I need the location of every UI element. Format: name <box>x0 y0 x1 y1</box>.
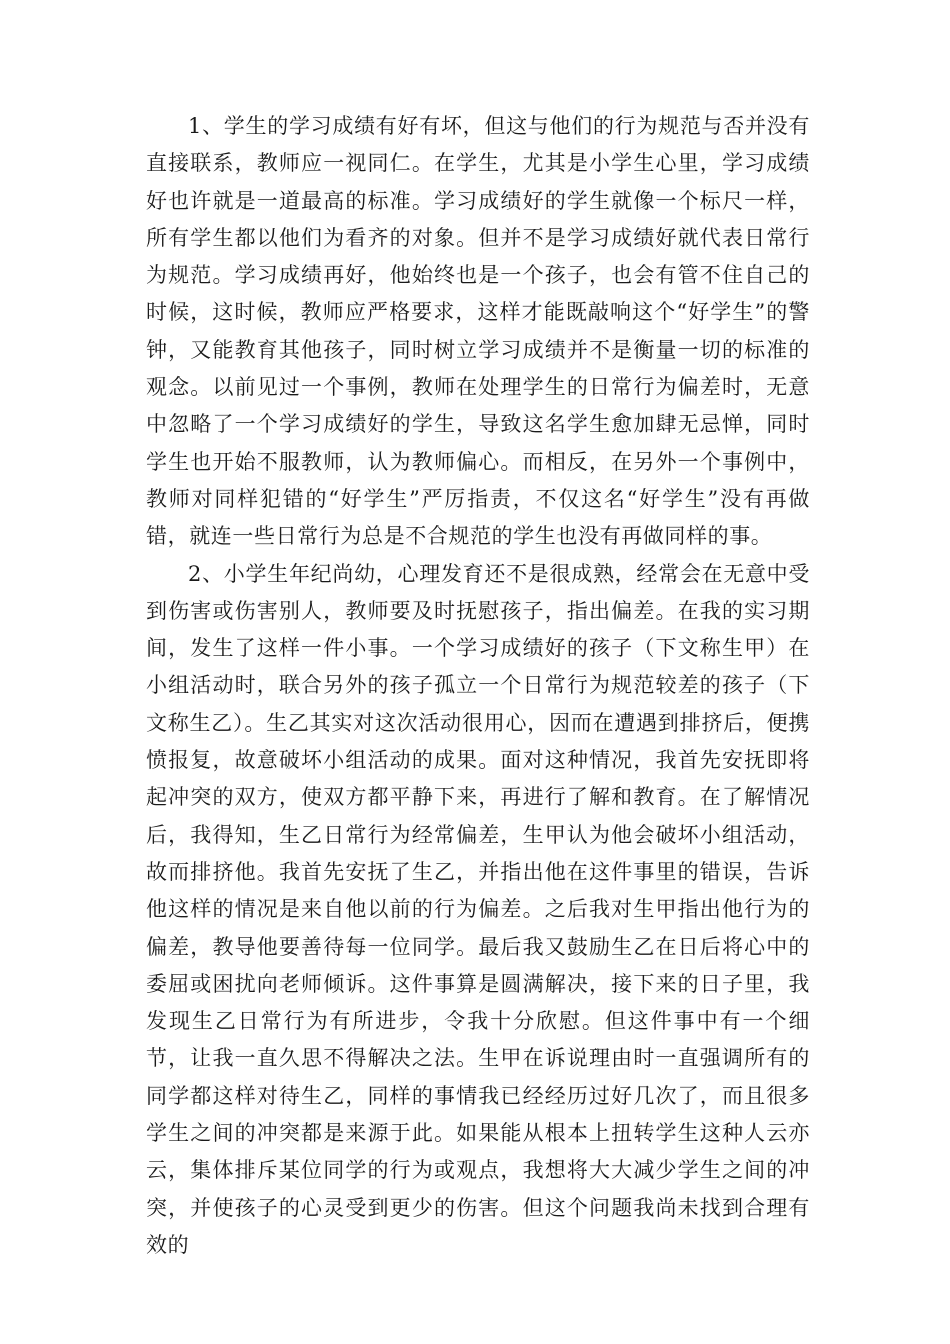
paragraph-2: 2、小学生年纪尚幼，心理发育还不是很成熟，经常会在无意中受到伤害或伤害别人，教师要及时抚慰孩子，指出偏差。在我的实习期间，发生了这样一件小事。一个学习成绩好的孩子（下文称生甲）在小组活动时，联合另外的孩子孤立一个日常行为规范较差的孩子（下文称生乙）。生乙其实对这次活动很用心，因而在遭遇到排挤后，便携愤报复，故意破坏小组活动的成果。面对这种情况，我首先安抚即将起冲突的双方，使双方都平静下来，再进行了解和教育。在了解情况后，我得知，生乙日常行为经常偏差，生甲认为他会破坏小组活动，故而排挤他。我首先安抚了生乙，并指出他在这件事里的错误，告诉他这样的情况是来自他以前的行为偏差。之后我对生甲指出他行为的偏差，教导他要善待每一位同学。最后我又鼓励生乙在日后将心中的委屈或困扰向老师倾诉。这件事算是圆满解决，接下来的日子里，我发现生乙日常行为有所进步，令我十分欣慰。但这件事中有一个细节，让我一直久思不得解决之法。生甲在诉说理由时一直强调所有的同学都这样对待生乙，同样的事情我已经经历过好几次了，而且很多学生之间的冲突都是来源于此。如果能从根本上扭转学生这种人云亦云，集体排斥某位同学的行为或观点，我想将大大减少学生之间的冲突，并使孩子的心灵受到更少的伤害。但这个问题我尚未找到合理有效的 <box>146 561 810 1257</box>
document-page <box>146 108 810 1264</box>
paragraph-1: 1、学生的学习成绩有好有坏，但这与他们的行为规范与否并没有直接联系，教师应一视同仁。在学生，尤其是小学生心里，学习成绩好也许就是一道最高的标准。学习成绩好的学生就像一个标尺一样，所有学生都以他们为看齐的对象。但并不是学习成绩好就代表日常行为规范。学习成绩再好，他始终也是一个孩子，也会有管不住自己的时候，这时候，教师应严格要求，这样才能既敲响这个“好学生”的警钟，又能教育其他孩子，同时树立学习成绩并不是衡量一切的标准的观念。以前见过一个事例，教师在处理学生的日常行为偏差时，无意中忽略了一个学习成绩好的学生，导致这名学生愈加肆无忌惮，同时学生也开始不服教师，认为教师偏心。而相反，在另外一个事例中，教师对同样犯错的“好学生”严厉指责，不仅这名“好学生”没有再做错，就连一些日常行为总是不合规范的学生也没有再做同样的事。 <box>146 114 810 549</box>
